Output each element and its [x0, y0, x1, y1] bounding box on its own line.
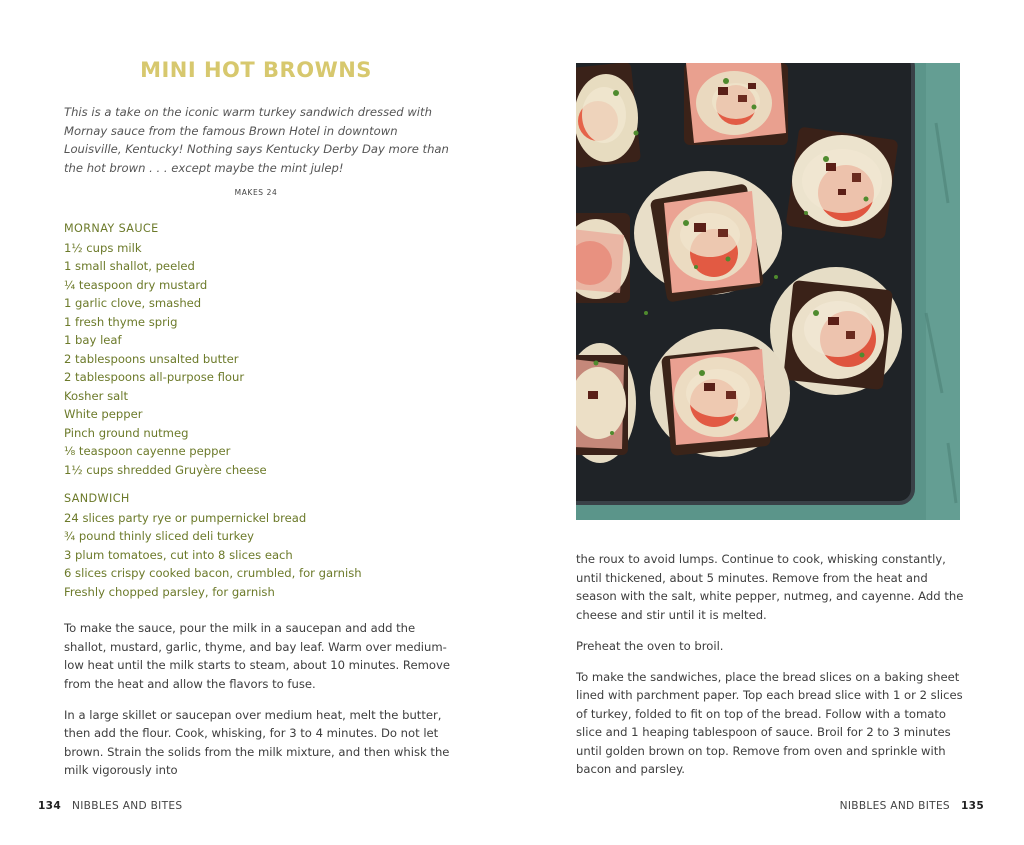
- mornay-heading: MORNAY SAUCE: [64, 222, 159, 235]
- sandwich-bottom-left: [576, 343, 636, 463]
- ingredient-item: 2 tablespoons unsalted butter: [64, 351, 239, 366]
- right-folio: [840, 800, 984, 812]
- ingredient-item: White pepper: [64, 407, 143, 421]
- ingredient-item: 1 garlic clove, smashed: [64, 296, 202, 310]
- sandwich-right-middle: [770, 267, 902, 395]
- ingredient-item: ⅛ teaspoon cayenne pepper: [64, 444, 231, 458]
- left-folio: [38, 800, 182, 812]
- page-number: 134: [38, 800, 62, 812]
- sandwich-bottom-center: [650, 329, 790, 457]
- food-photo: [576, 63, 960, 520]
- running-footer: NIBBLES AND BITES: [72, 800, 183, 812]
- recipe-intro: This is a take on the iconic warm turkey sandwich dressed with Mornay sauce from the famous Brown Hotel in downtown Louisville, Kentucky! Nothing says Kentucky Derby Day more than the hot brown . . . except maybe the mint julep!: [64, 105, 449, 175]
- ingredient-item: 2 tablespoons all-purpose flour: [64, 370, 245, 384]
- sandwich-top-right: [786, 127, 899, 240]
- right-page: [512, 0, 1024, 845]
- ingredient-item: Freshly chopped parsley, for garnish: [64, 584, 275, 599]
- right-method-text: [576, 550, 966, 779]
- ingredient-item: 1 bay leaf: [64, 333, 122, 347]
- ingredient-item: 1½ cups shredded Gruyère cheese: [64, 462, 267, 477]
- mornay-ingredient-list: [64, 220, 464, 479]
- sandwich-heading: SANDWICH: [64, 492, 130, 505]
- ingredient-item: 1 fresh thyme sprig: [64, 314, 178, 329]
- ingredient-item: 3 plum tomatoes, cut into 8 slices each: [64, 547, 293, 562]
- sandwich-ingredient-list: [64, 490, 464, 601]
- recipe-title: MINI HOT BROWNS: [140, 58, 372, 82]
- left-method-text: [64, 619, 454, 780]
- sandwich-top-center: [684, 63, 788, 145]
- ingredient-item: 6 slices crispy cooked bacon, crumbled, for garnish: [64, 566, 362, 580]
- method-paragraph: To make the sandwiches, place the bread slices on a baking sheet lined with parchment paper. Top each bread slice with 1 or 2 slices of turkey, folded to fit on top of the bread. Follow with a tomato slice and 1 heaping tablespoon of sauce. Broil for 2 to 3 minutes until golden brown on top. Remove from oven and sprinkle with bacon and parsley.: [576, 669, 963, 776]
- sandwich-top-left: [576, 63, 641, 168]
- sandwich-left-middle: [576, 213, 630, 303]
- method-paragraph: the roux to avoid lumps. Continue to cook, whisking constantly, until thickened, about 5 minutes. Remove from the heat and season with the salt, white pepper, nutmeg, and cayenne. Add the cheese and stir until it is melted.: [576, 552, 964, 622]
- ingredient-item: ¾ pound thinly sliced deli turkey: [64, 529, 254, 543]
- ingredient-item: 1 small shallot, peeled: [64, 259, 195, 273]
- page-number: 135: [960, 800, 984, 812]
- ingredient-item: Kosher salt: [64, 388, 129, 403]
- ingredient-item: 24 slices party rye or pumpernickel bread: [64, 510, 307, 525]
- running-footer: NIBBLES AND BITES: [839, 800, 950, 812]
- recipe-yield: MAKES 24: [234, 188, 278, 197]
- ingredient-item: ¼ teaspoon dry mustard: [64, 277, 208, 292]
- ingredient-item: Pinch ground nutmeg: [64, 425, 189, 440]
- method-paragraph: Preheat the oven to broil.: [576, 638, 724, 653]
- method-paragraph: To make the sauce, pour the milk in a saucepan and add the shallot, mustard, garlic, thyme, and bay leaf. Warm over medium-low heat until the milk starts to steam, about 10 minutes. Remove from the heat and allow the flavors to fuse.: [64, 621, 450, 691]
- ingredient-item: 1½ cups milk: [64, 240, 142, 255]
- method-paragraph: In a large skillet or saucepan over medium heat, melt the butter, then add the flour. Cook, whisking, for 3 to 4 minutes. Do not let brown. Strain the solids from the milk mixture, and then whisk the milk vigorously into: [64, 707, 450, 777]
